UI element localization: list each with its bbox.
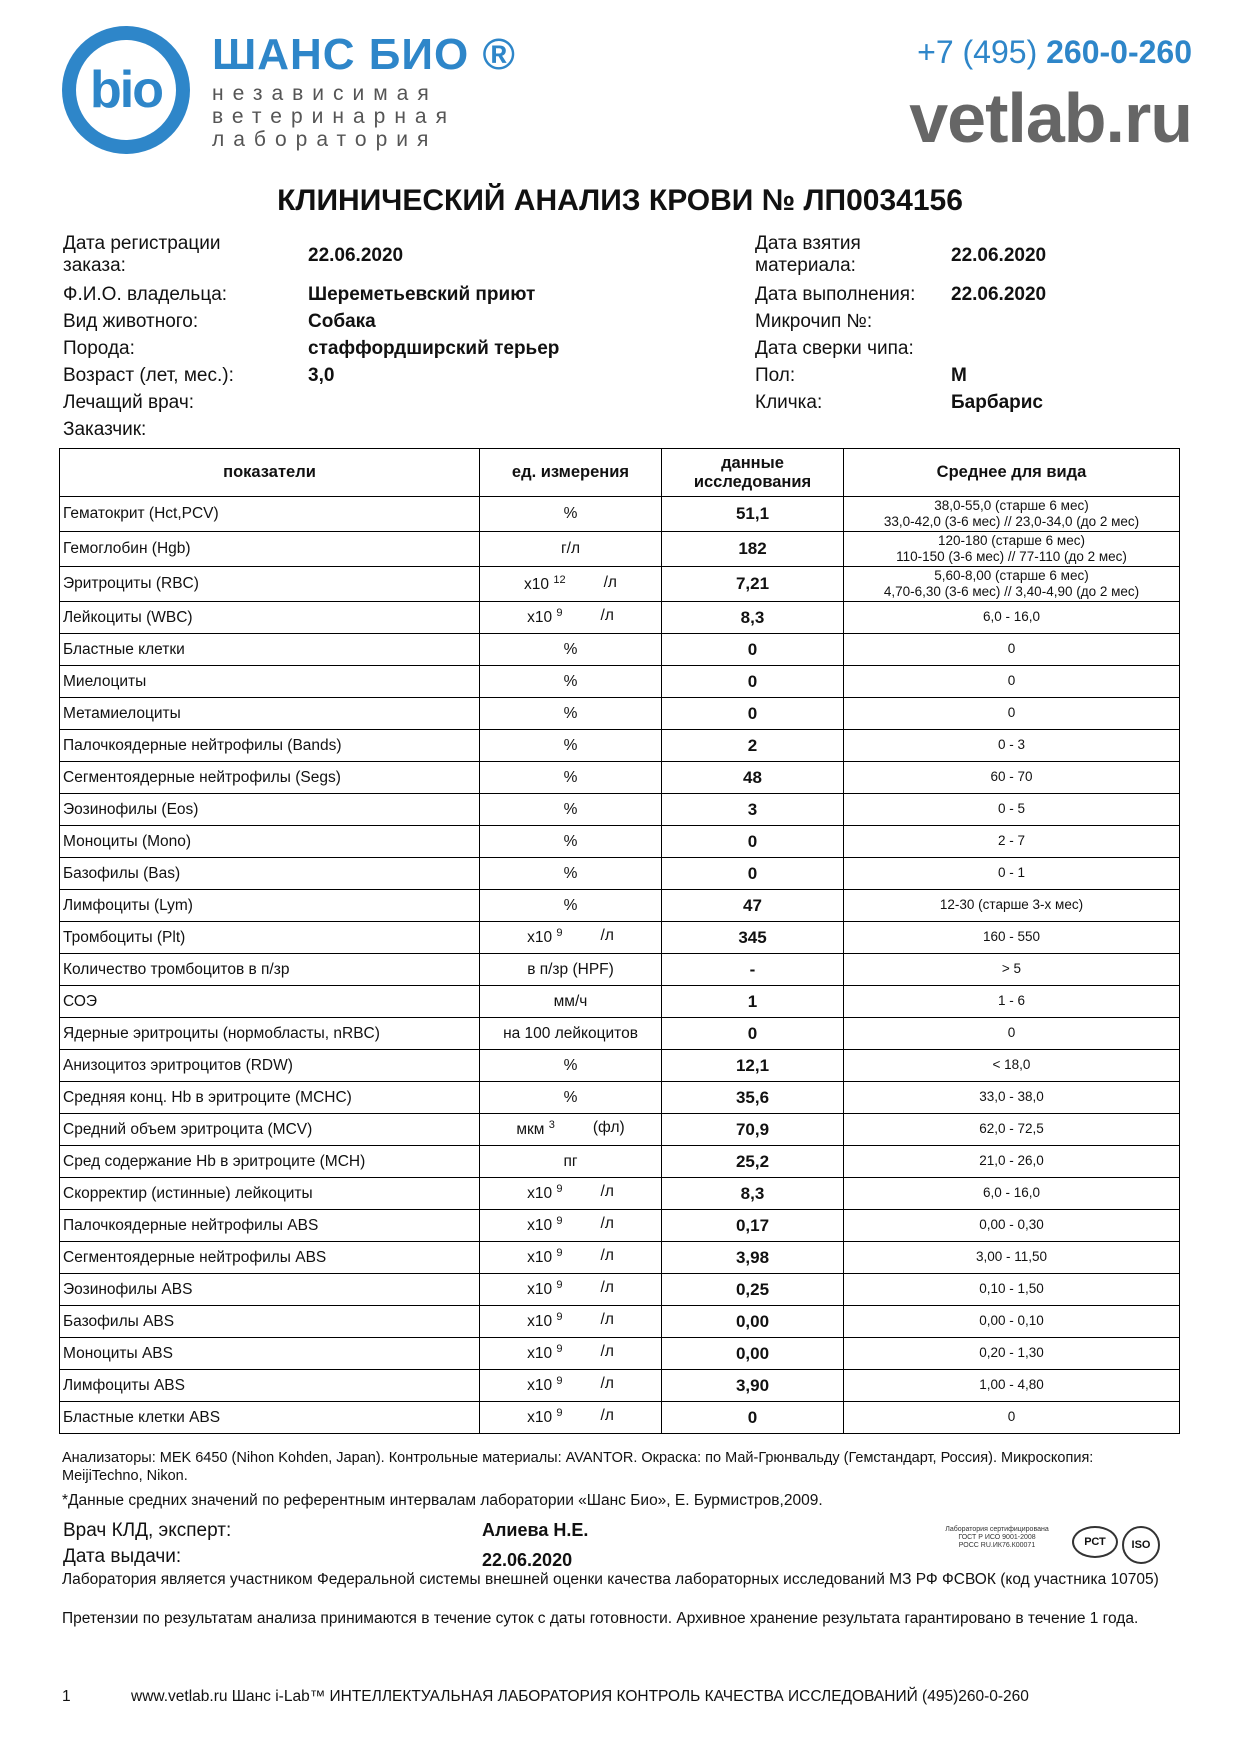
result-value: 1 xyxy=(662,986,844,1018)
unit-exponent: 9 xyxy=(556,1407,563,1420)
result-value: 7,21 xyxy=(662,567,844,602)
info-label-breed: Порода: xyxy=(63,338,135,359)
site-logo: vetlab.ru xyxy=(909,79,1192,157)
unit-suffix: /л xyxy=(600,607,614,625)
table-row xyxy=(60,1050,1180,1082)
unit-cell: пг xyxy=(480,1146,662,1178)
reference-range: 21,0 - 26,0 xyxy=(844,1146,1180,1178)
header-reference: Среднее для вида xyxy=(844,449,1180,497)
indicator-name: Ядерные эритроциты (нормобласты, nRBC) xyxy=(60,1018,480,1050)
result-value: 2 xyxy=(662,730,844,762)
result-value: 8,3 xyxy=(662,1178,844,1210)
indicator-name: Палочкоядерные нейтрофилы ABS xyxy=(60,1210,480,1242)
unit-suffix: /л xyxy=(600,1247,614,1265)
reference-range: > 5 xyxy=(844,954,1180,986)
unit-cell: % xyxy=(480,794,662,826)
table-row xyxy=(60,1402,1180,1434)
table-row xyxy=(60,1114,1180,1146)
indicator-name: Средняя конц. Hb в эритроците (MCHC) xyxy=(60,1082,480,1114)
unit-exponent: 9 xyxy=(556,1247,563,1260)
reference-range: 3,00 - 11,50 xyxy=(844,1242,1180,1274)
unit-cell: % xyxy=(480,890,662,922)
unit-suffix: /л xyxy=(600,1407,614,1425)
table-row xyxy=(60,1018,1180,1050)
unit-cell xyxy=(480,1370,662,1402)
reference-range: 0 - 5 xyxy=(844,794,1180,826)
iso-mark-icon: ISO xyxy=(1122,1526,1160,1564)
indicator-name: Гематокрит (Hct,PCV) xyxy=(60,497,480,532)
result-value: 0 xyxy=(662,826,844,858)
result-value: - xyxy=(662,954,844,986)
unit-exponent: 9 xyxy=(556,927,563,940)
result-value: 0,00 xyxy=(662,1338,844,1370)
reference-range: 0,00 - 0,30 xyxy=(844,1210,1180,1242)
info-value-sampling-date: 22.06.2020 xyxy=(951,245,1047,266)
results-body xyxy=(60,497,1180,1434)
unit-cell: г/л xyxy=(480,532,662,567)
unit-cell xyxy=(480,1402,662,1434)
info-value-completion-date: 22.06.2020 xyxy=(951,284,1047,305)
reference-range: 0 xyxy=(844,698,1180,730)
info-value-species: Собака xyxy=(308,311,376,332)
unit-base: x10 xyxy=(527,1313,553,1331)
table-row xyxy=(60,1274,1180,1306)
table-row xyxy=(60,1210,1180,1242)
results-table xyxy=(59,448,1180,1434)
unit-suffix: /л xyxy=(603,573,617,591)
reference-range: 60 - 70 xyxy=(844,762,1180,794)
phone-prefix: +7 (495) xyxy=(917,34,1038,70)
table-row xyxy=(60,1306,1180,1338)
unit-exponent: 9 xyxy=(556,607,563,620)
result-value: 0 xyxy=(662,698,844,730)
unit-cell: % xyxy=(480,698,662,730)
table-row xyxy=(60,1242,1180,1274)
result-value: 0,25 xyxy=(662,1274,844,1306)
unit-cell xyxy=(480,1274,662,1306)
table-row xyxy=(60,730,1180,762)
result-value: 8,3 xyxy=(662,602,844,634)
result-value: 70,9 xyxy=(662,1114,844,1146)
unit-base: x10 xyxy=(527,1345,553,1363)
unit-exponent: 12 xyxy=(553,573,566,586)
table-row xyxy=(60,922,1180,954)
result-value: 3,98 xyxy=(662,1242,844,1274)
table-row xyxy=(60,762,1180,794)
reference-note: *Данные средних значений по референтным интервалам лаборатории «Шанс Био», Е. Бурмистров,2009. xyxy=(62,1492,823,1509)
table-row xyxy=(60,1178,1180,1210)
unit-cell xyxy=(480,1338,662,1370)
result-value: 0 xyxy=(662,1018,844,1050)
indicator-name: Базофилы ABS xyxy=(60,1306,480,1338)
unit-cell: в п/зр (HPF) xyxy=(480,954,662,986)
unit-cell: % xyxy=(480,826,662,858)
indicator-name: Бластные клетки ABS xyxy=(60,1402,480,1434)
result-value: 51,1 xyxy=(662,497,844,532)
table-row xyxy=(60,532,1180,567)
info-label-species: Вид животного: xyxy=(63,311,199,332)
unit-base: x10 xyxy=(527,1185,553,1203)
phone xyxy=(917,34,1192,71)
result-value: 3 xyxy=(662,794,844,826)
indicator-name: Лимфоциты (Lym) xyxy=(60,890,480,922)
unit-cell: % xyxy=(480,1050,662,1082)
info-label-completion-date: Дата выполнения: xyxy=(755,284,916,305)
indicator-name: Эритроциты (RBC) xyxy=(60,567,480,602)
unit-cell xyxy=(480,1178,662,1210)
indicator-name: Моноциты ABS xyxy=(60,1338,480,1370)
result-value: 48 xyxy=(662,762,844,794)
unit-exponent: 9 xyxy=(556,1343,563,1356)
reference-range: 120-180 (старше 6 мес) 110-150 (3-6 мес) // 77-110 (до 2 мес) xyxy=(844,532,1180,567)
page-number: 1 xyxy=(62,1688,71,1705)
table-row xyxy=(60,1082,1180,1114)
unit-base: x10 xyxy=(527,1377,553,1395)
table-row xyxy=(60,634,1180,666)
unit-cell: на 100 лейкоцитов xyxy=(480,1018,662,1050)
indicator-name: Метамиелоциты xyxy=(60,698,480,730)
indicator-name: Количество тромбоцитов в п/зр xyxy=(60,954,480,986)
reference-range: 0 xyxy=(844,634,1180,666)
result-value: 0 xyxy=(662,858,844,890)
unit-base: x10 xyxy=(527,609,553,627)
table-row xyxy=(60,1338,1180,1370)
info-label-chip-check: Дата сверки чипа: xyxy=(755,338,914,359)
unit-exponent: 9 xyxy=(556,1375,563,1388)
reference-range: 38,0-55,0 (старше 6 мес) 33,0-42,0 (3-6 мес) // 23,0-34,0 (до 2 мес) xyxy=(844,497,1180,532)
table-row xyxy=(60,497,1180,532)
unit-base: x10 xyxy=(527,1249,553,1267)
info-value-nickname: Барбарис xyxy=(951,392,1043,413)
indicator-name: Лейкоциты (WBC) xyxy=(60,602,480,634)
unit-cell xyxy=(480,602,662,634)
unit-cell xyxy=(480,1114,662,1146)
fsvok-disclaimer: Лаборатория является участником Федеральной системы внешней оценки качества лабораторных исследований МЗ РФ ФСВОК (код участника 10705) xyxy=(62,1571,1159,1588)
unit-base: x10 xyxy=(524,576,550,594)
reference-range: 5,60-8,00 (старше 6 мес) 4,70-6,30 (3-6 мес) // 3,40-4,90 (до 2 мес) xyxy=(844,567,1180,602)
reference-range: 1,00 - 4,80 xyxy=(844,1370,1180,1402)
result-value: 0 xyxy=(662,1402,844,1434)
table-row xyxy=(60,698,1180,730)
indicator-name: Миелоциты xyxy=(60,666,480,698)
claims-disclaimer: Претензии по результатам анализа принимаются в течение суток с даты готовности. Архивное хранение результата гарантировано в течение 1 года. xyxy=(62,1610,1139,1627)
unit-base: x10 xyxy=(527,1409,553,1427)
result-value: 12,1 xyxy=(662,1050,844,1082)
indicator-name: Бластные клетки xyxy=(60,634,480,666)
unit-cell: % xyxy=(480,666,662,698)
info-label-owner: Ф.И.О. владельца: xyxy=(63,284,228,305)
indicator-name: Эозинофилы (Eos) xyxy=(60,794,480,826)
unit-cell: % xyxy=(480,634,662,666)
brand-name: ШАНС БИО ® xyxy=(212,30,516,79)
info-label-age: Возраст (лет, мес.): xyxy=(63,365,234,386)
indicator-name: Базофилы (Bas) xyxy=(60,858,480,890)
tagline-line-3: лаборатория xyxy=(212,128,438,151)
unit-cell xyxy=(480,1306,662,1338)
reference-range: 6,0 - 16,0 xyxy=(844,1178,1180,1210)
table-row xyxy=(60,602,1180,634)
table-row xyxy=(60,826,1180,858)
unit-exponent: 9 xyxy=(556,1215,563,1228)
doctor-name: Алиева Н.Е. xyxy=(482,1520,589,1540)
unit-base: x10 xyxy=(527,1217,553,1235)
reference-range: 33,0 - 38,0 xyxy=(844,1082,1180,1114)
reference-range: 160 - 550 xyxy=(844,922,1180,954)
table-row xyxy=(60,986,1180,1018)
info-label-registration: Дата регистрации заказа: xyxy=(63,233,221,276)
reference-range: 12-30 (старше 3-х мес) xyxy=(844,890,1180,922)
unit-suffix: /л xyxy=(600,1215,614,1233)
logo-text: bio xyxy=(90,61,162,119)
unit-cell: % xyxy=(480,1082,662,1114)
header-indicator: показатели xyxy=(60,449,480,497)
info-label-doctor: Лечащий врач: xyxy=(63,392,194,413)
reference-range: 62,0 - 72,5 xyxy=(844,1114,1180,1146)
unit-exponent: 9 xyxy=(556,1279,563,1292)
unit-suffix: /л xyxy=(600,1279,614,1297)
reference-range: 0 xyxy=(844,1018,1180,1050)
unit-suffix: /л xyxy=(600,927,614,945)
unit-cell: мм/ч xyxy=(480,986,662,1018)
reference-range: 2 - 7 xyxy=(844,826,1180,858)
table-row xyxy=(60,1146,1180,1178)
info-label-customer: Заказчик: xyxy=(63,419,147,440)
info-label-microchip: Микрочип №: xyxy=(755,311,873,332)
header-value: данные исследования xyxy=(662,449,844,497)
result-value: 0,00 xyxy=(662,1306,844,1338)
result-value: 35,6 xyxy=(662,1082,844,1114)
doctor-label: Врач КЛД, эксперт: xyxy=(63,1520,232,1541)
unit-cell xyxy=(480,567,662,602)
indicator-name: Моноциты (Mono) xyxy=(60,826,480,858)
info-value-registration: 22.06.2020 xyxy=(308,245,404,266)
result-value: 182 xyxy=(662,532,844,567)
table-row xyxy=(60,954,1180,986)
certification-text: Лаборатория сертифицирована ГОСТ Р ИСО 9001-2008 РОСС RU.ИК76.К00071 xyxy=(945,1526,1049,1550)
rst-mark-icon: РСТ xyxy=(1072,1526,1118,1558)
result-value: 0 xyxy=(662,634,844,666)
unit-base: мкм xyxy=(516,1121,545,1139)
unit-suffix: /л xyxy=(600,1343,614,1361)
indicator-name: СОЭ xyxy=(60,986,480,1018)
unit-cell: % xyxy=(480,762,662,794)
reference-range: 0,10 - 1,50 xyxy=(844,1274,1180,1306)
result-value: 47 xyxy=(662,890,844,922)
result-value: 25,2 xyxy=(662,1146,844,1178)
info-label-nickname: Кличка: xyxy=(755,392,823,413)
unit-cell: % xyxy=(480,858,662,890)
unit-suffix: (фл) xyxy=(592,1119,625,1137)
indicator-name: Гемоглобин (Hgb) xyxy=(60,532,480,567)
phone-number: 260-0-260 xyxy=(1046,34,1192,70)
info-label-sex: Пол: xyxy=(755,365,796,386)
unit-base: x10 xyxy=(527,929,553,947)
result-value: 0 xyxy=(662,666,844,698)
issue-date-label: Дата выдачи: xyxy=(63,1546,182,1567)
reference-range: 0,20 - 1,30 xyxy=(844,1338,1180,1370)
info-value-breed: стаффордширский терьер xyxy=(308,338,560,359)
reference-range: 0 - 1 xyxy=(844,858,1180,890)
analyzers-note: Анализаторы: MEK 6450 (Nihon Kohden, Japan). Контрольные материалы: AVANTOR. Окраска: по Май-Грюнвальду (Гемстандарт, Россия). Микроскопия: MeijiTechno, Nikon. xyxy=(62,1450,1094,1484)
indicator-name: Сегментоядерные нейтрофилы (Segs) xyxy=(60,762,480,794)
info-value-sex: М xyxy=(951,365,967,386)
indicator-name: Сред содержание Hb в эритроците (MCH) xyxy=(60,1146,480,1178)
unit-cell xyxy=(480,1210,662,1242)
result-value: 345 xyxy=(662,922,844,954)
indicator-name: Сегментоядерные нейтрофилы ABS xyxy=(60,1242,480,1274)
info-value-owner: Шереметьевский приют xyxy=(308,284,536,305)
unit-base: x10 xyxy=(527,1281,553,1299)
indicator-name: Эозинофилы ABS xyxy=(60,1274,480,1306)
footer-text: www.vetlab.ru Шанс i-Lab™ ИНТЕЛЛЕКТУАЛЬНАЯ ЛАБОРАТОРИЯ КОНТРОЛЬ КАЧЕСТВА ИССЛЕДОВАНИЙ (495)260-0-260 xyxy=(131,1688,1029,1705)
issue-date: 22.06.2020 xyxy=(482,1550,573,1570)
tagline-line-2: ветеринарная xyxy=(212,105,456,128)
unit-suffix: /л xyxy=(600,1375,614,1393)
unit-cell xyxy=(480,1242,662,1274)
result-value: 3,90 xyxy=(662,1370,844,1402)
indicator-name: Лимфоциты ABS xyxy=(60,1370,480,1402)
indicator-name: Скорректир (истинные) лейкоциты xyxy=(60,1178,480,1210)
reference-range: 0 xyxy=(844,666,1180,698)
unit-cell xyxy=(480,922,662,954)
header-unit: ед. измерения xyxy=(480,449,662,497)
table-row xyxy=(60,890,1180,922)
unit-cell: % xyxy=(480,497,662,532)
unit-suffix: /л xyxy=(600,1311,614,1329)
result-value: 0,17 xyxy=(662,1210,844,1242)
table-row xyxy=(60,794,1180,826)
table-header-row xyxy=(60,449,1180,497)
indicator-name: Средний объем эритроцита (MCV) xyxy=(60,1114,480,1146)
indicator-name: Палочкоядерные нейтрофилы (Bands) xyxy=(60,730,480,762)
indicator-name: Тромбоциты (Plt) xyxy=(60,922,480,954)
table-row xyxy=(60,666,1180,698)
table-row xyxy=(60,1370,1180,1402)
reference-range: 6,0 - 16,0 xyxy=(844,602,1180,634)
info-label-sampling-date: Дата взятия материала: xyxy=(755,233,861,276)
unit-exponent: 9 xyxy=(556,1311,563,1324)
reference-range: 0 xyxy=(844,1402,1180,1434)
reference-range: < 18,0 xyxy=(844,1050,1180,1082)
unit-cell: % xyxy=(480,730,662,762)
indicator-name: Анизоцитоз эритроцитов (RDW) xyxy=(60,1050,480,1082)
unit-exponent: 9 xyxy=(556,1183,563,1196)
info-value-age: 3,0 xyxy=(308,365,335,386)
unit-exponent: 3 xyxy=(548,1119,555,1132)
tagline-line-1: независимая xyxy=(212,82,438,105)
reference-range: 0,00 - 0,10 xyxy=(844,1306,1180,1338)
reference-range: 0 - 3 xyxy=(844,730,1180,762)
page-title: КЛИНИЧЕСКИЙ АНАЛИЗ КРОВИ № ЛП0034156 xyxy=(277,184,963,217)
unit-suffix: /л xyxy=(600,1183,614,1201)
reference-range: 1 - 6 xyxy=(844,986,1180,1018)
table-row xyxy=(60,858,1180,890)
table-row xyxy=(60,567,1180,602)
